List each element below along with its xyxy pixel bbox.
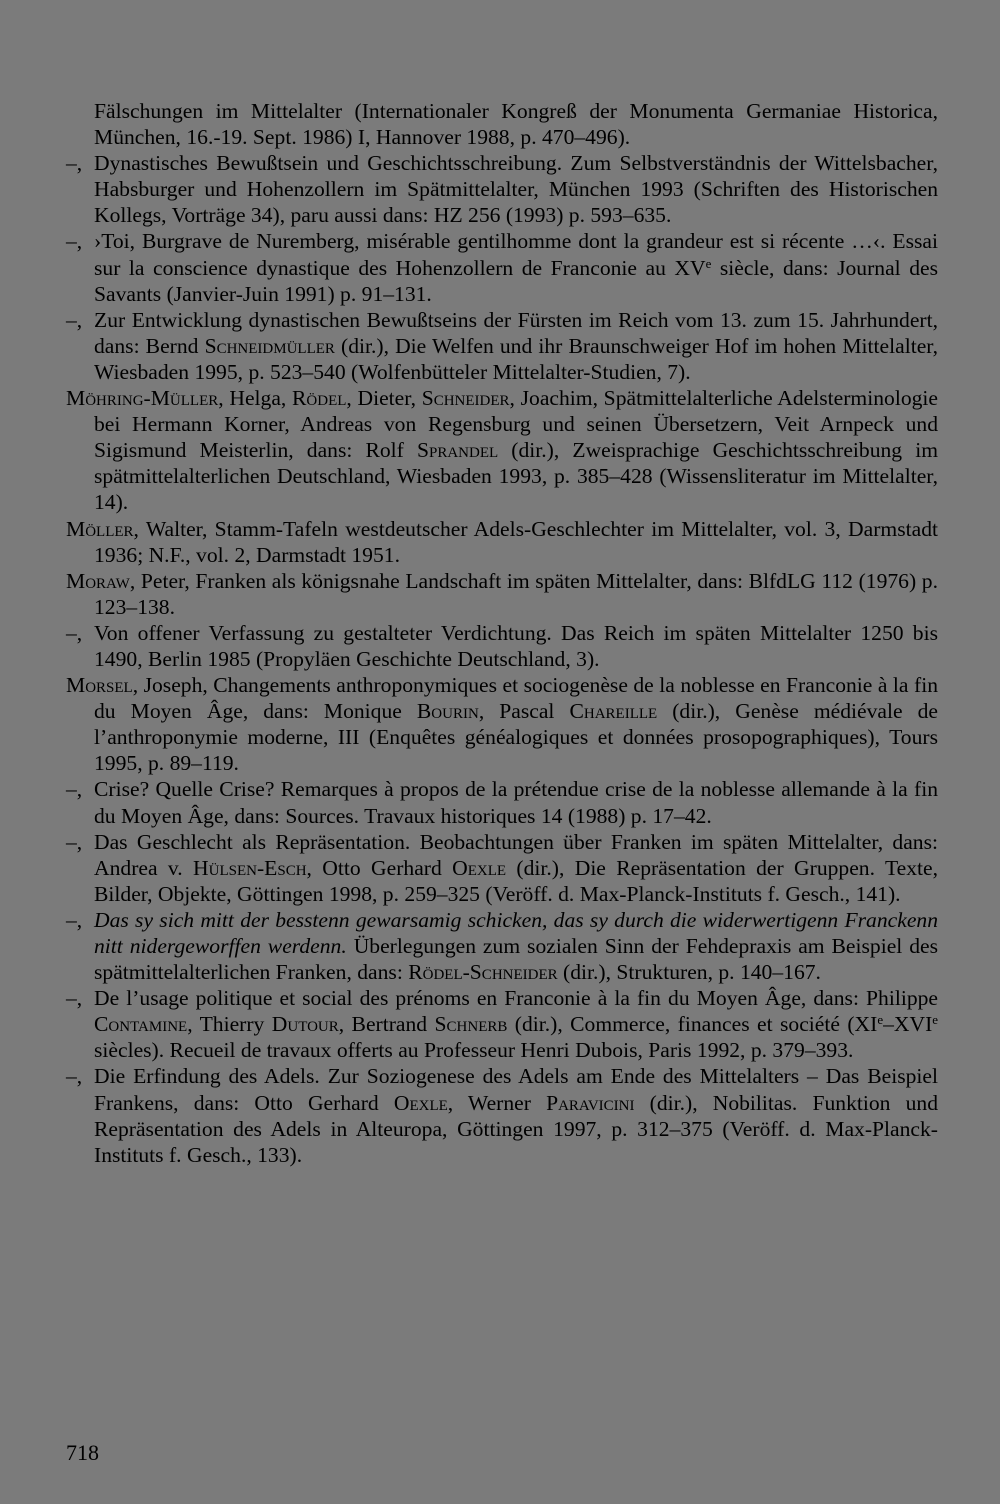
entry-text: Von offener Verfassung zu gestalteter Verdichtung. Das Reich im späten Mittelalter 1250 bis 1490, Berlin 1985 (Propyläen Geschichte Deutschland, 3). bbox=[94, 620, 938, 671]
author-name: Paravicini bbox=[546, 1090, 635, 1115]
entry-text: –XVI bbox=[883, 1012, 933, 1037]
bibliography-entry bbox=[66, 568, 938, 620]
author-name: Rödel-Schneider bbox=[408, 960, 558, 985]
entry-text: (dir.), Die Repräsentation der Gruppen. Texte, Bilder, Objekte, Göttingen 1998, p. 259–325 (Veröff. d. Max-Planck-Instituts f. Gesch., 141). bbox=[94, 855, 938, 906]
author-name: Schneidmüller bbox=[204, 333, 335, 358]
author-name: Dutour bbox=[271, 1012, 339, 1037]
italic-title: Das sy sich mitt der besstenn gewarsamig schicken, das sy durch die widerwertigenn Franckenn nitt nidergeworffen werdenn. bbox=[94, 907, 938, 958]
author-name: Rödel bbox=[292, 386, 347, 411]
entry-text: , Helga, bbox=[218, 386, 292, 411]
entry-text: , Otto Gerhard bbox=[306, 855, 453, 880]
author-name: Schnerb bbox=[434, 1012, 508, 1037]
author-name: Chareille bbox=[569, 699, 658, 724]
author-name: Hülsen-Esch bbox=[193, 855, 307, 880]
entry-text: siècle, dans: Journal des Savants (Janvier-Juin 1991) p. 91–131. bbox=[94, 255, 938, 306]
bibliography-entry bbox=[66, 228, 938, 306]
entry-text: (dir.), Strukturen, p. 140–167. bbox=[557, 960, 821, 985]
entry-text: , Walter, Stamm-Tafeln westdeutscher Adels-Geschlechter im Mittelalter, vol. 3, Darmstadt 1936; N.F., vol. 2, Darmstadt 1951. bbox=[94, 516, 938, 567]
entry-text: , Dieter, bbox=[346, 386, 422, 411]
ditto-dash: –, bbox=[66, 151, 83, 176]
entry-text: (dir.), Genèse médiévale de l’anthroponymie moderne, III (Enquêtes généalogiques et données prosopographiques), Tours 1995, p. 89–119. bbox=[94, 699, 938, 776]
entry-text: , Thierry bbox=[187, 1012, 272, 1037]
ditto-dash: –, bbox=[66, 620, 83, 645]
entry-text: Überlegungen zum sozialen Sinn der Fehdepraxis am Beispiel des spätmittelalterlichen Franken, dans: bbox=[94, 934, 938, 985]
entry-text: , Joachim, Spätmittelalterliche Adelsterminologie bei Hermann Korner, Andreas von Regensburg und seinen Übersetzern, Veit Arnpeck und Sigismund Meisterlin, dans: Rolf bbox=[94, 386, 938, 463]
ditto-dash: –, bbox=[66, 829, 83, 854]
author-name: Oexle bbox=[452, 855, 507, 880]
entry-text: (dir.), Zweisprachige Geschichtsschreibung im spätmittelalterlichen Deutschland, Wiesbaden 1993, p. 385–428 (Wissensliteratur im Mittelalter, 14). bbox=[94, 438, 938, 515]
entry-text: Crise? Quelle Crise? Remarques à propos de la prétendue crise de la noblesse allemande à la fin du Moyen Âge, dans: Sources. Travaux historiques 14 (1988) p. 17–42. bbox=[94, 777, 938, 828]
ditto-dash: –, bbox=[66, 986, 83, 1011]
entry-text: , Werner bbox=[447, 1090, 547, 1115]
entry-text: , Peter, Franken als königsnahe Landschaft im späten Mittelalter, dans: BlfdLG 112 (1976) p. 123–138. bbox=[94, 568, 938, 619]
author-name: Morsel bbox=[66, 673, 133, 698]
entry-text: , Pascal bbox=[478, 699, 570, 724]
bibliography-entry bbox=[66, 1063, 938, 1167]
author-name: Contamine bbox=[94, 1012, 188, 1037]
entry-text: (dir.), Nobilitas. Funktion und Repräsentation des Adels in Alteuropa, Göttingen 1997, p. 312–375 (Veröff. d. Max-Planck-Instituts f. Gesch., 133). bbox=[94, 1090, 938, 1167]
bibliography-entry bbox=[66, 516, 938, 568]
entry-text: siècles). Recueil de travaux offerts au Professeur Henri Dubois, Paris 1992, p. 379–393. bbox=[94, 1038, 854, 1063]
bibliography-list bbox=[66, 98, 938, 1168]
entry-text: (dir.), Commerce, finances et société (XI bbox=[507, 1012, 878, 1037]
author-name: Möhring-Müller bbox=[66, 386, 219, 411]
author-name: Moraw bbox=[66, 568, 130, 593]
superscript: e bbox=[877, 1012, 884, 1028]
superscript: e bbox=[932, 1012, 939, 1028]
author-name: Möller bbox=[66, 516, 134, 541]
bibliography-entry bbox=[66, 307, 938, 385]
entry-text: De l’usage politique et social des prénoms en Franconie à la fin du Moyen Âge, dans: Philippe bbox=[94, 986, 938, 1011]
ditto-dash: –, bbox=[66, 307, 83, 332]
entry-text: Fälschungen im Mittelalter (Internationaler Kongreß der Monumenta Germaniae Historica, München, 16.-19. Sept. 1986) I, Hannover 1988, p. 470–496). bbox=[94, 99, 938, 150]
bibliography-entry bbox=[66, 907, 938, 985]
bibliography-entry bbox=[66, 385, 938, 515]
bibliography-entry bbox=[66, 620, 938, 672]
bibliography-entry bbox=[66, 672, 938, 776]
author-name: Bourin bbox=[416, 699, 479, 724]
author-name: Schneider bbox=[421, 386, 510, 411]
superscript: e bbox=[705, 255, 712, 271]
author-name: Oexle bbox=[393, 1090, 448, 1115]
entry-text: ›Toi, Burgrave de Nuremberg, misérable gentilhomme dont la grandeur est si récente …‹. Essai sur la conscience dynastique des Hohenzollern de Franconie au XV bbox=[94, 229, 938, 280]
entry-text: Dynastisches Bewußtsein und Geschichtsschreibung. Zum Selbstverständnis der Wittelsbacher, Habsburger und Hohenzollern im Spätmittelalter, München 1993 (Schriften des Historischen Kollegs, Vorträge 34), paru aussi dans: HZ 256 (1993) p. 593–635. bbox=[94, 151, 938, 228]
page-number: 718 bbox=[66, 1440, 99, 1465]
author-name: Sprandel bbox=[416, 438, 499, 463]
bibliography-entry bbox=[66, 829, 938, 907]
ditto-dash: –, bbox=[66, 1064, 83, 1089]
entry-text: Zur Entwicklung dynastischen Bewußtseins der Fürsten im Reich vom 13. zum 15. Jahrhundert, dans: Bernd bbox=[94, 307, 938, 358]
entry-text: , Bertrand bbox=[338, 1012, 435, 1037]
entry-text: Die Erfindung des Adels. Zur Soziogenese des Adels am Ende des Mittelalters – Das Beispiel Frankens, dans: Otto Gerhard bbox=[94, 1064, 938, 1115]
bibliography-entry bbox=[66, 776, 938, 828]
ditto-dash: –, bbox=[66, 777, 83, 802]
bibliography-entry bbox=[66, 150, 938, 228]
ditto-dash: –, bbox=[66, 229, 83, 254]
entry-text: (dir.), Die Welfen und ihr Braunschweiger Hof im hohen Mittelalter, Wiesbaden 1995, p. 523–540 (Wolfenbütteler Mittelalter-Studien, 7). bbox=[94, 333, 938, 384]
ditto-dash: –, bbox=[66, 907, 83, 932]
bibliography-entry bbox=[66, 98, 938, 150]
bibliography-entry bbox=[66, 985, 938, 1063]
entry-text: , Joseph, Changements anthroponymiques et sociogenèse de la noblesse en Franconie à la fin du Moyen Âge, dans: Monique bbox=[94, 673, 938, 724]
entry-text: Das Geschlecht als Repräsentation. Beobachtungen über Franken im späten Mittelalter, dans: Andrea v. bbox=[94, 829, 938, 880]
